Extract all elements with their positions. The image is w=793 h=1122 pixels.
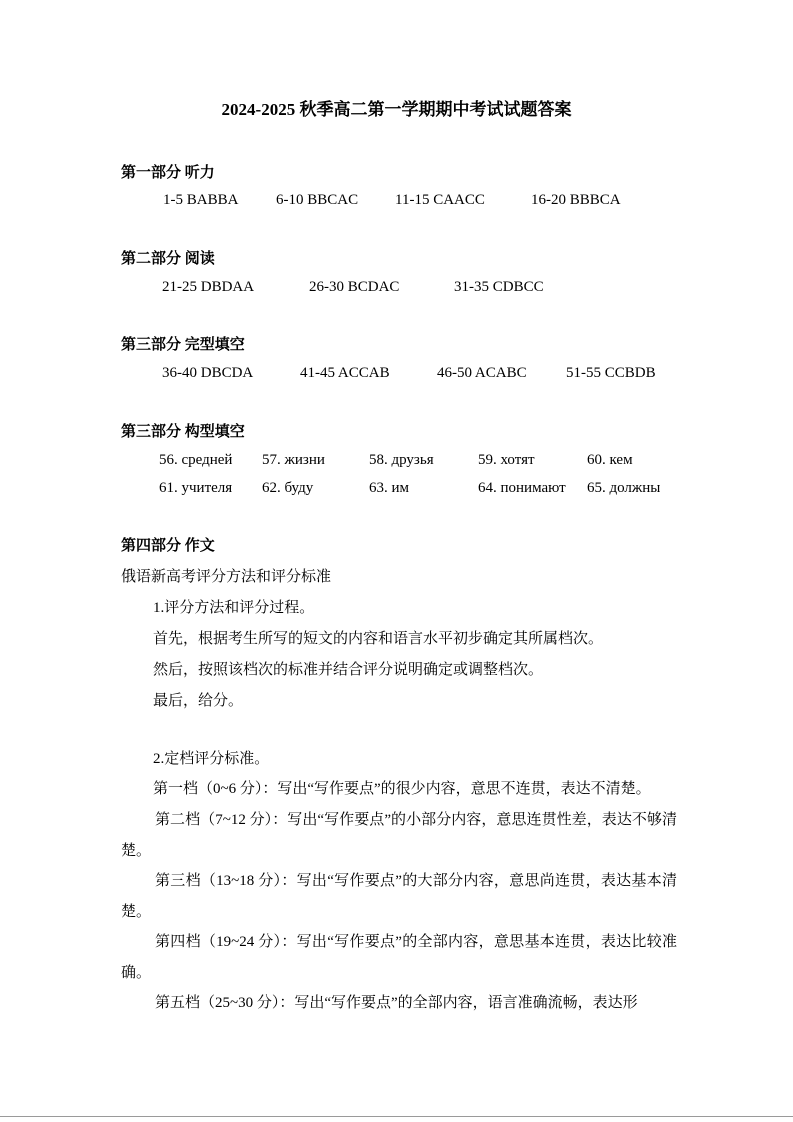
answer-group: 21-25 DBDAA xyxy=(162,279,255,295)
grade-level-3: 第三档（13~18 分）：写出“写作要点”的大部分内容，意思尚连贯，表达基本清楚。 xyxy=(121,873,677,920)
answer-group: 26-30 BCDAC xyxy=(309,279,400,295)
scoring-method-line: 然后，按照该档次的标准并结合评分说明确定或调整档次。 xyxy=(153,662,544,678)
answer-group: 51-55 CCBDB xyxy=(566,365,656,381)
answer-group: 11-15 CAACC xyxy=(395,192,485,208)
section-heading-writing: 第四部分 作文 xyxy=(121,538,215,554)
answer-group: 6-10 BBCAC xyxy=(276,192,359,208)
page-title: 2024-2025 秋季高二第一学期期中考试试题答案 xyxy=(221,100,572,119)
answer-group: 16-20 BBBCA xyxy=(531,192,621,208)
grade-level-1: 第一档（0~6 分）：写出“写作要点”的很少内容，意思不连贯，表达不清楚。 xyxy=(153,781,651,797)
grade-level-4: 第四档（19~24 分）：写出“写作要点”的全部内容，意思基本连贯，表达比较准确。 xyxy=(121,934,677,981)
section-heading-reading: 第二部分 阅读 xyxy=(121,251,215,267)
scoring-method-line: 首先，根据考生所写的短文的内容和语言水平初步确定其所属档次。 xyxy=(153,631,604,647)
word-answer: 62. буду xyxy=(262,480,314,496)
section-heading-word-form: 第三部分 构型填空 xyxy=(121,424,245,440)
answer-group: 36-40 DBCDA xyxy=(162,365,254,381)
answer-group: 31-35 CDBCC xyxy=(454,279,544,295)
word-answer: 60. кем xyxy=(587,452,633,468)
word-answer: 63. им xyxy=(369,480,410,496)
word-answer: 64. понимают xyxy=(478,480,566,496)
word-answer: 57. жизни xyxy=(262,452,325,468)
answer-group: 1-5 BABBA xyxy=(163,192,239,208)
word-answer: 59. хотят xyxy=(478,452,535,468)
word-answer: 65. должны xyxy=(587,480,661,496)
scoring-intro: 俄语新高考评分方法和评分标准 xyxy=(121,569,332,585)
grade-level-2: 第二档（7~12 分）：写出“写作要点”的小部分内容，意思连贯性差，表达不够清楚。 xyxy=(121,812,677,859)
grading-standard-title: 2.定档评分标准。 xyxy=(153,751,270,767)
answer-group: 41-45 ACCAB xyxy=(300,365,390,381)
word-answer: 58. друзья xyxy=(369,452,434,468)
answer-group: 46-50 ACABC xyxy=(437,365,527,381)
scoring-method-line: 最后，给分。 xyxy=(153,693,244,709)
section-heading-listening: 第一部分 听力 xyxy=(121,165,215,181)
word-answer: 61. учителя xyxy=(159,480,233,496)
section-heading-cloze: 第三部分 完型填空 xyxy=(121,337,245,353)
grade-level-5: 第五档（25~30 分）：写出“写作要点”的全部内容，语言准确流畅，表达形 xyxy=(155,995,638,1011)
scoring-method-title: 1.评分方法和评分过程。 xyxy=(153,600,315,616)
page-bottom-divider xyxy=(0,1116,793,1117)
word-answer: 56. средней xyxy=(159,452,233,468)
